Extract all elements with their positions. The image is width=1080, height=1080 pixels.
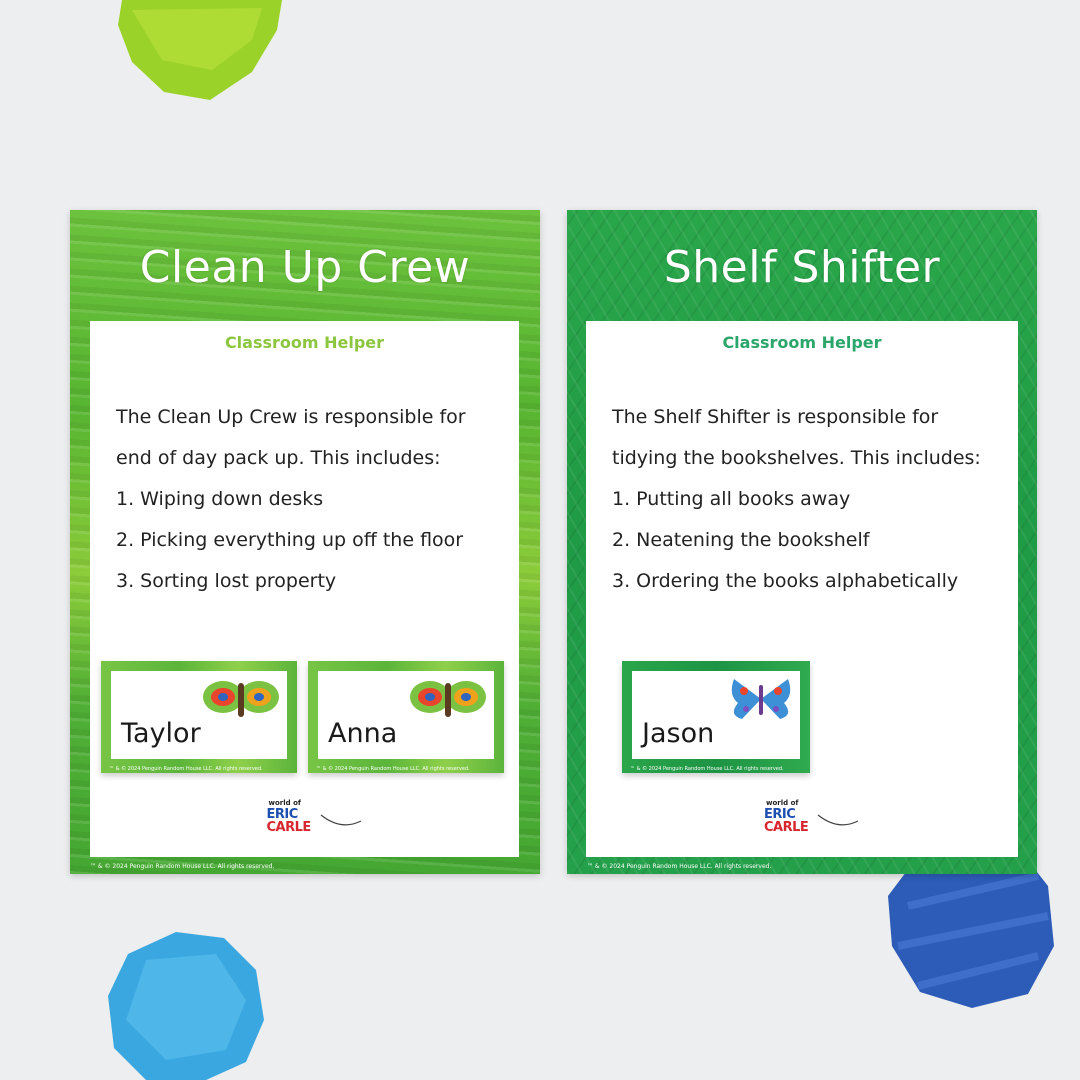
logo-carle-text: CARLE bbox=[764, 820, 809, 835]
clean-up-crew-poster bbox=[70, 210, 540, 874]
name-card bbox=[308, 661, 504, 773]
logo-carle-text: CARLE bbox=[266, 820, 311, 835]
poster-title: Shelf Shifter bbox=[663, 242, 941, 293]
poster-copyright: ™ & © 2024 Penguin Random House LLC. All rights reserved. bbox=[587, 863, 772, 870]
blue-butterfly-icon bbox=[728, 675, 794, 723]
description-line: 1. Wiping down desks bbox=[116, 488, 324, 510]
logo-eric-text: ERIC bbox=[266, 807, 298, 822]
card-copyright: ™ & © 2024 Penguin Random House LLC. All rights reserved. bbox=[630, 766, 784, 772]
poster-subtitle: Classroom Helper bbox=[722, 333, 882, 352]
poster-copyright: ™ & © 2024 Penguin Random House LLC. All rights reserved. bbox=[90, 863, 275, 870]
caterpillar-butterfly-icon bbox=[408, 675, 488, 721]
logo-world-text: world of bbox=[766, 799, 799, 807]
shelf-shifter-poster bbox=[567, 210, 1037, 874]
lime-paper-dot bbox=[112, 0, 292, 110]
name-card-inner bbox=[318, 671, 494, 759]
description-line: tidying the bookshelves. This includes: bbox=[612, 447, 981, 469]
name-card bbox=[622, 661, 810, 773]
caterpillar-butterfly-icon bbox=[201, 675, 281, 721]
poster-title: Clean Up Crew bbox=[139, 242, 471, 293]
description-line: The Clean Up Crew is responsible for bbox=[116, 406, 466, 428]
description-line: end of day pack up. This includes: bbox=[116, 447, 441, 469]
name-label: Anna bbox=[328, 718, 398, 749]
name-card-inner bbox=[632, 671, 800, 759]
logo-swirl-icon bbox=[319, 811, 363, 831]
name-card bbox=[101, 661, 297, 773]
eric-carle-logo bbox=[742, 799, 862, 843]
name-card-inner bbox=[111, 671, 287, 759]
description-line: 1. Putting all books away bbox=[612, 488, 851, 510]
description-line: 2. Neatening the bookshelf bbox=[612, 529, 870, 551]
logo-swirl-icon bbox=[816, 811, 860, 831]
poster-description bbox=[612, 397, 1012, 602]
name-label: Taylor bbox=[121, 718, 201, 749]
poster-content-panel bbox=[90, 321, 519, 857]
card-copyright: ™ & © 2024 Penguin Random House LLC. All rights reserved. bbox=[316, 766, 470, 772]
poster-description bbox=[116, 397, 516, 602]
light-blue-paper-dot bbox=[106, 930, 266, 1080]
poster-content-panel bbox=[586, 321, 1018, 857]
eric-carle-logo bbox=[245, 799, 365, 843]
card-copyright: ™ & © 2024 Penguin Random House LLC. All rights reserved. bbox=[109, 766, 263, 772]
poster-subtitle: Classroom Helper bbox=[224, 333, 385, 352]
name-label: Jason bbox=[642, 718, 715, 749]
description-line: The Shelf Shifter is responsible for bbox=[612, 406, 939, 428]
logo-eric-text: ERIC bbox=[764, 807, 796, 822]
logo-world-text: world of bbox=[268, 799, 301, 807]
description-line: 3. Sorting lost property bbox=[116, 570, 337, 592]
description-line: 3. Ordering the books alphabetically bbox=[612, 570, 959, 592]
description-line: 2. Picking everything up off the floor bbox=[116, 529, 464, 551]
